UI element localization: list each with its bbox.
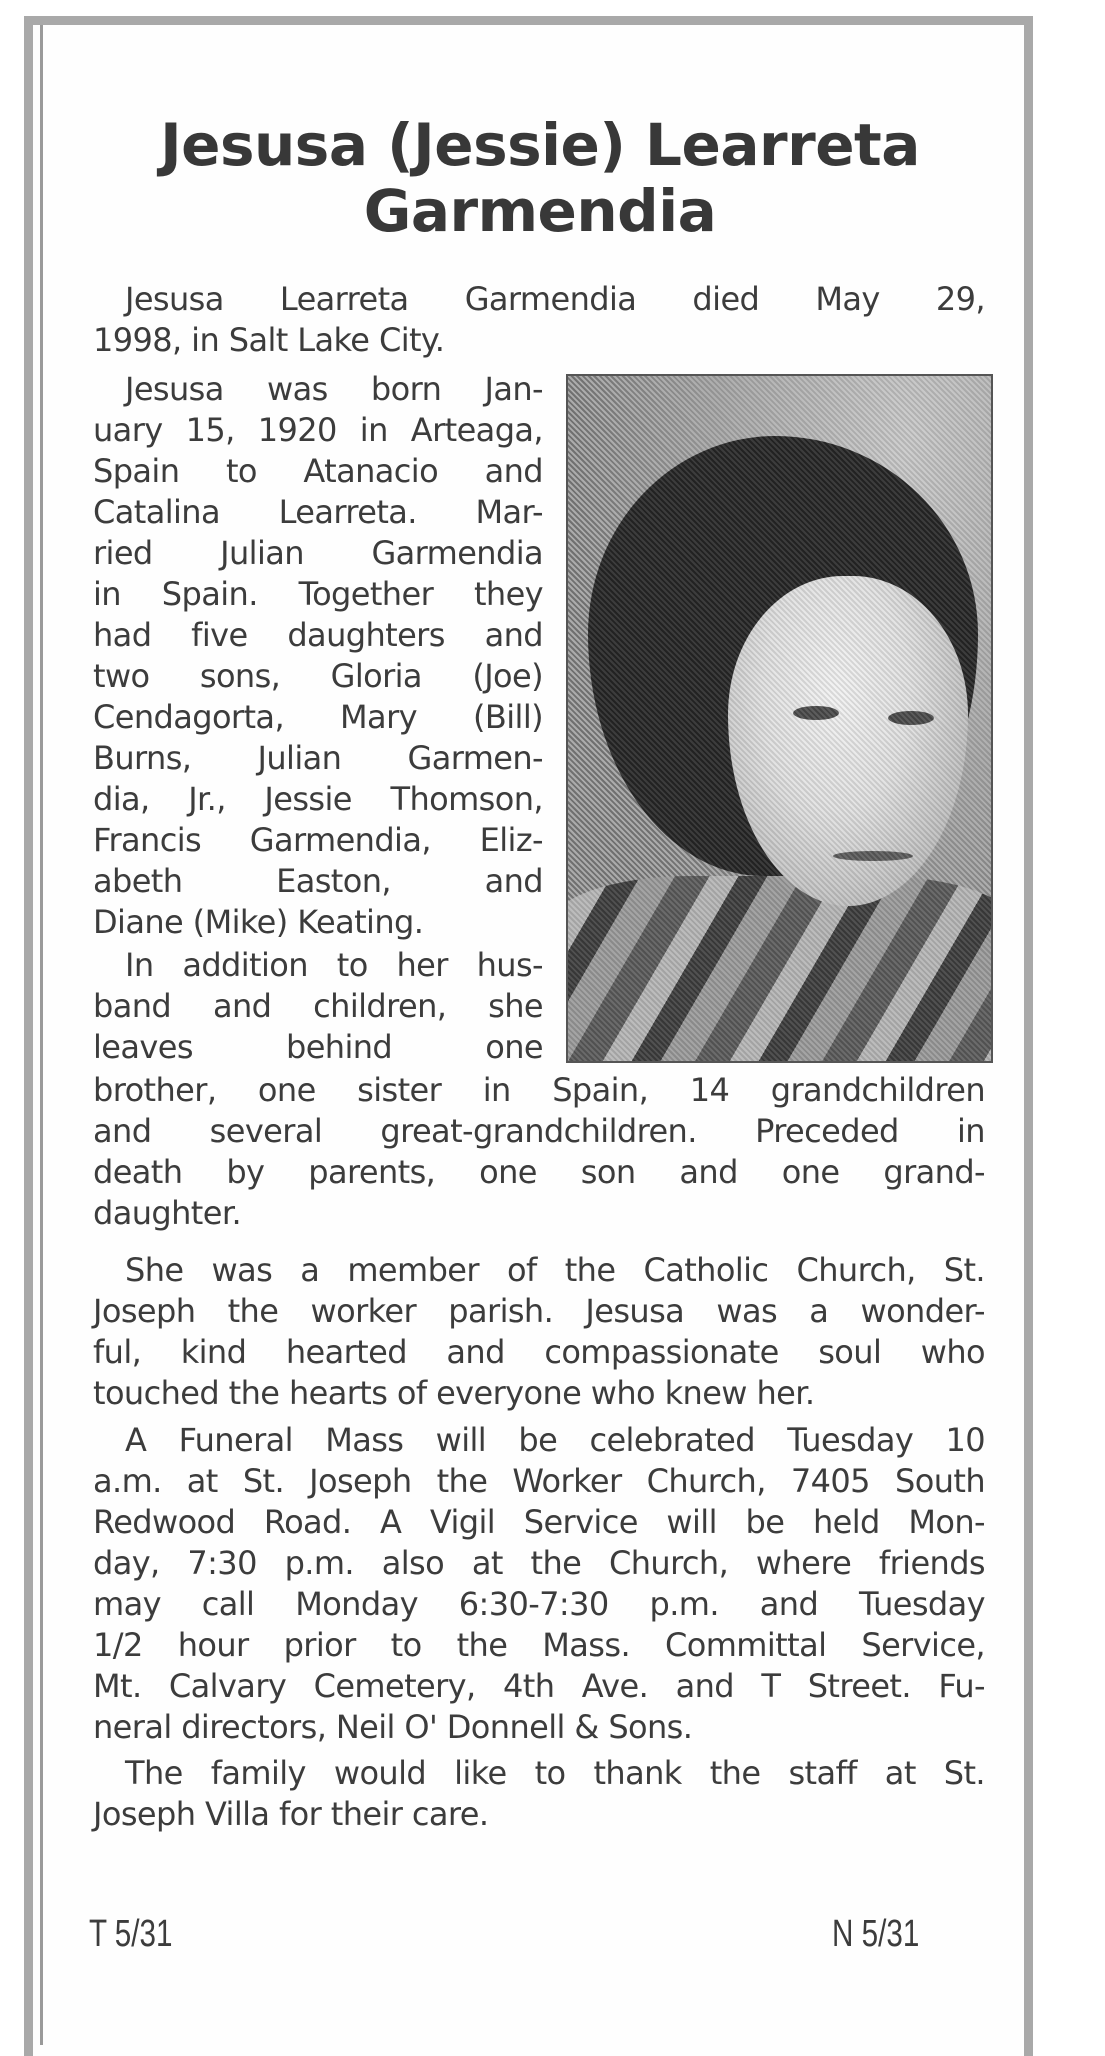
- body-line: two sons, Gloria (Joe): [93, 657, 543, 695]
- body-line: ried Julian Garmendia: [93, 534, 543, 572]
- body-line: a.m. at St. Joseph the Worker Church, 7405 South: [93, 1462, 985, 1500]
- body-line: Jesusa Learreta Garmendia died May 29,: [125, 280, 985, 318]
- title-line-1: Jesusa (Jessie) Learreta: [160, 111, 920, 179]
- body-line: In addition to her hus-: [125, 946, 543, 984]
- body-line: ful, kind hearted and compassionate soul who: [93, 1333, 985, 1371]
- body-line: Francis Garmendia, Eliz-: [93, 821, 543, 859]
- body-line: Mt. Calvary Cemetery, 4th Ave. and T Street. Fu-: [93, 1667, 985, 1705]
- body-line: Joseph the worker parish. Jesusa was a wonder-: [93, 1292, 985, 1330]
- body-line: Jesusa was born Jan-: [125, 370, 543, 408]
- publication-code-left: T 5/31: [89, 1913, 173, 1955]
- body-line: had five daughters and: [93, 616, 543, 654]
- body-line: brother, one sister in Spain, 14 grandchildren: [93, 1071, 985, 1109]
- publication-code-right: N 5/31: [832, 1913, 920, 1955]
- body-line: day, 7:30 p.m. also at the Church, where friends: [93, 1544, 985, 1582]
- body-line: death by parents, one son and one grand-: [93, 1153, 985, 1191]
- body-line: 1/2 hour prior to the Mass. Committal Service,: [93, 1626, 985, 1664]
- obituary-title: [60, 112, 1020, 244]
- body-line: uary 15, 1920 in Arteaga,: [93, 411, 543, 449]
- body-line: daughter.: [93, 1194, 242, 1232]
- body-line: Burns, Julian Garmen-: [93, 739, 543, 777]
- body-line: Cendagorta, Mary (Bill): [93, 698, 543, 736]
- body-line: Redwood Road. A Vigil Service will be held Mon-: [93, 1503, 985, 1541]
- body-line: touched the hearts of everyone who knew her.: [93, 1374, 815, 1412]
- body-line: and several great-grandchildren. Preceded in: [93, 1112, 985, 1150]
- body-line: neral directors, Neil O' Donnell & Sons.: [93, 1708, 693, 1746]
- body-line: The family would like to thank the staff at St.: [125, 1754, 985, 1792]
- body-line: Joseph Villa for their care.: [93, 1795, 489, 1833]
- body-line: abeth Easton, and: [93, 862, 543, 900]
- body-line: She was a member of the Catholic Church, St.: [125, 1251, 985, 1289]
- body-line: dia, Jr., Jessie Thomson,: [93, 780, 543, 818]
- inner-rule-line: [40, 25, 43, 2045]
- body-line: band and children, she: [93, 987, 543, 1025]
- body-line: Spain to Atanacio and: [93, 452, 543, 490]
- halftone-overlay: [568, 376, 991, 1061]
- body-line: Catalina Learreta. Mar-: [93, 493, 543, 531]
- body-line: in Spain. Together they: [93, 575, 543, 613]
- body-line: may call Monday 6:30-7:30 p.m. and Tuesday: [93, 1585, 985, 1623]
- portrait-photo: [566, 374, 993, 1063]
- body-line: leaves behind one: [93, 1028, 543, 1066]
- body-line: 1998, in Salt Lake City.: [93, 321, 445, 359]
- body-line: A Funeral Mass will be celebrated Tuesday 10: [125, 1421, 985, 1459]
- body-line: Diane (Mike) Keating.: [93, 903, 424, 941]
- title-line-2: Garmendia: [363, 177, 717, 245]
